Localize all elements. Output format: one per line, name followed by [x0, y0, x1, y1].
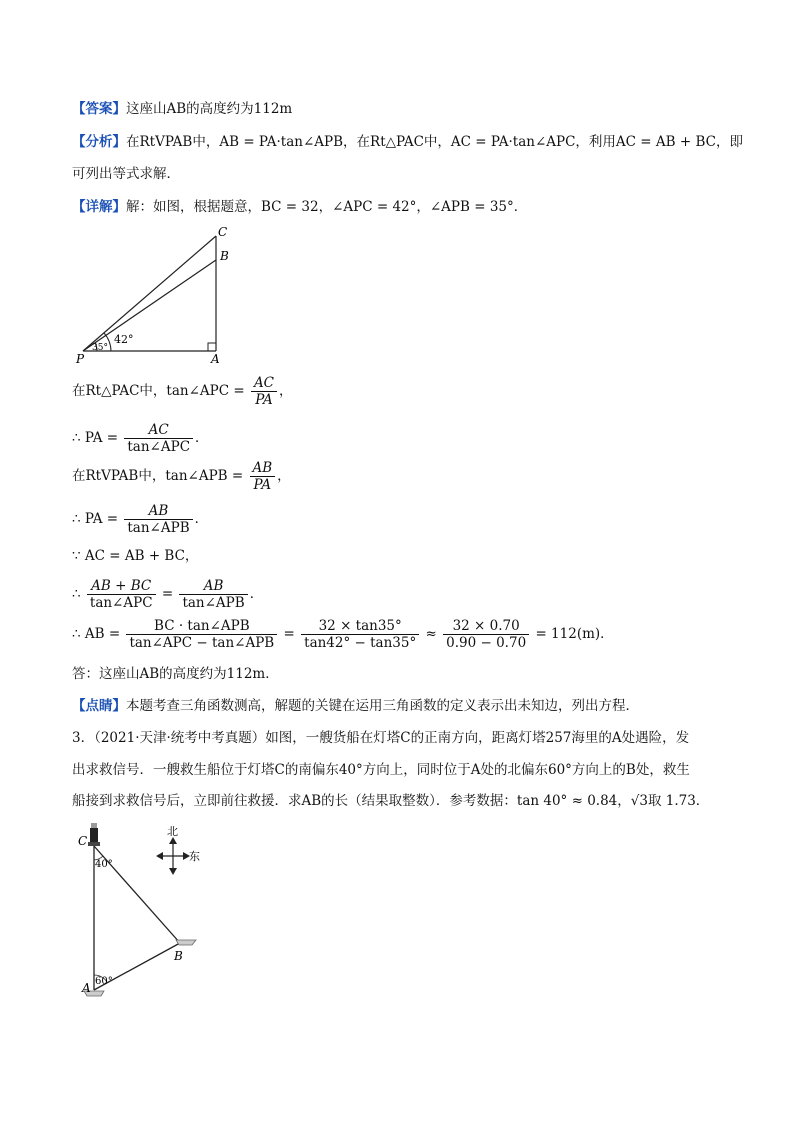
- step-7: [72, 618, 614, 651]
- step-7-prefix: ∴ AB =: [72, 626, 121, 642]
- fraction-denominator: tan∠APC: [127, 439, 191, 455]
- analysis-tag: 【分析】: [72, 134, 126, 150]
- step-6-suffix: ．: [249, 586, 264, 602]
- step-2-suffix: ．: [195, 430, 209, 446]
- fraction-substituted: [301, 618, 419, 651]
- step-1-prefix: 在Rt△PAC中，tan∠APC =: [72, 383, 245, 399]
- equals-sign: =: [283, 626, 295, 642]
- step-2-prefix: ∴ PA =: [72, 430, 119, 446]
- label-b: B: [220, 249, 229, 263]
- fraction-numerator: AB: [250, 460, 276, 477]
- step-1-suffix: ，: [279, 383, 293, 399]
- analysis-text-1: 在RtVPAB中，AB = PA·tan∠APB，在Rt△PAC中，AC = PA·tan∠APC，利用AC = AB + BC，即: [126, 134, 743, 150]
- right-angle-marker: [208, 343, 216, 351]
- step-4-prefix: ∴ PA =: [72, 511, 119, 527]
- fraction-ac-over-tan-apc: [124, 422, 193, 455]
- step-6: [72, 578, 263, 611]
- compass-east-label: 东: [189, 850, 200, 863]
- fraction-denominator: tan42° − tan35°: [304, 635, 417, 651]
- label-c: C: [78, 834, 88, 848]
- fraction-denominator: PA: [255, 392, 273, 408]
- step-4-suffix: ．: [194, 511, 209, 527]
- step-3: [72, 460, 291, 493]
- answer-tag: 【答案】: [72, 101, 126, 117]
- fraction-left: [87, 578, 156, 611]
- step-4: [72, 503, 208, 536]
- comment-tag: 【点睛】: [72, 698, 126, 714]
- step-3-prefix: 在RtVPAB中，tan∠APB =: [72, 468, 244, 484]
- compass-north-label: 北: [167, 825, 178, 838]
- fraction-numerator: AC: [251, 375, 277, 392]
- approx-sign: ≈: [425, 626, 437, 642]
- fraction-ab-over-pa: [250, 460, 276, 493]
- step-6-prefix: ∴: [72, 586, 81, 602]
- line-pc: [83, 236, 216, 351]
- angle-label-35: 35°: [92, 343, 108, 353]
- fraction-numerator: 32 × 0.70: [443, 618, 529, 635]
- answer-text: 这座山AB的高度约为112m: [126, 101, 293, 117]
- step-1: [72, 375, 293, 408]
- line-pb: [83, 260, 216, 351]
- figure-lighthouse-rescue: [72, 820, 232, 1016]
- step-2: [72, 422, 209, 455]
- detail-line: [72, 198, 527, 216]
- angle-label-42: 42°: [114, 333, 134, 346]
- label-p: P: [76, 352, 85, 366]
- final-answer: 答：这座山AB的高度约为112m．: [72, 666, 279, 682]
- fraction-denominator: tan∠APB: [182, 595, 245, 611]
- label-c: C: [218, 225, 228, 239]
- fraction-right: [179, 578, 247, 611]
- compass-icon: [156, 837, 190, 875]
- fraction-numerator: BC · tan∠APB: [126, 618, 277, 635]
- fraction-denominator: tan∠APC − tan∠APB: [129, 635, 275, 651]
- fraction-numerator: AB + BC: [87, 578, 156, 595]
- problem-3-line-2: 出求救信号．一艘救生船位于灯塔C的南偏东40°方向上，同时位于A处的北偏东60°方向上的B处，救生: [72, 762, 690, 778]
- fraction-denominator: tan∠APC: [89, 595, 153, 611]
- angle-label-60: 60°: [95, 976, 113, 987]
- ship-b-icon: [176, 940, 196, 945]
- step-5: ∵ AC = AB + BC，: [72, 548, 199, 564]
- equals-sign: =: [161, 586, 174, 602]
- analysis-line-1: [72, 133, 743, 151]
- fraction-ac-over-pa: [251, 375, 277, 408]
- label-b: B: [174, 949, 183, 963]
- fraction-denominator: PA: [253, 477, 272, 493]
- fraction-denominator: 0.90 − 0.70: [446, 635, 527, 651]
- fraction-numerator: AB: [179, 578, 247, 595]
- fraction-numerator: AC: [124, 422, 193, 439]
- analysis-line-2: 可列出等式求解．: [72, 166, 180, 182]
- answer-line: [72, 100, 292, 118]
- comment-text: 本题考查三角函数测高，解题的关键在运用三角函数的定义表示出未知边，列出方程．: [126, 698, 639, 714]
- detail-text: 解：如图，根据题意，BC = 32，∠APC = 42°，∠APB = 35°．: [126, 199, 528, 215]
- step-3-suffix: ，: [277, 468, 291, 484]
- label-a: A: [82, 981, 91, 995]
- comment-line: [72, 697, 639, 715]
- problem-3-line-3: 船接到求救信号后，立即前往救援．求AB的长（结果取整数）．参考数据：tan 40° ≈ 0.84，√3取 1.73．: [72, 793, 710, 809]
- step-7-suffix: = 112(m)．: [535, 626, 614, 642]
- fraction-denominator: tan∠APB: [127, 520, 190, 536]
- angle-label-40: 40°: [95, 859, 113, 870]
- figure-mountain-triangle: [70, 222, 240, 367]
- problem-3-line-1: 3．（2021·天津·统考中考真题）如图，一艘货船在灯塔C的正南方向，距离灯塔257海里的A处遇险，发: [72, 730, 690, 746]
- fraction-numeric: [443, 618, 529, 651]
- lighthouse-icon: [88, 823, 100, 846]
- label-a: A: [211, 352, 220, 366]
- fraction-numerator: AB: [124, 503, 192, 520]
- fraction-general: [126, 618, 277, 651]
- detail-tag: 【详解】: [72, 199, 126, 215]
- fraction-ab-over-tan-apb: [124, 503, 192, 536]
- fraction-numerator: 32 × tan35°: [301, 618, 419, 635]
